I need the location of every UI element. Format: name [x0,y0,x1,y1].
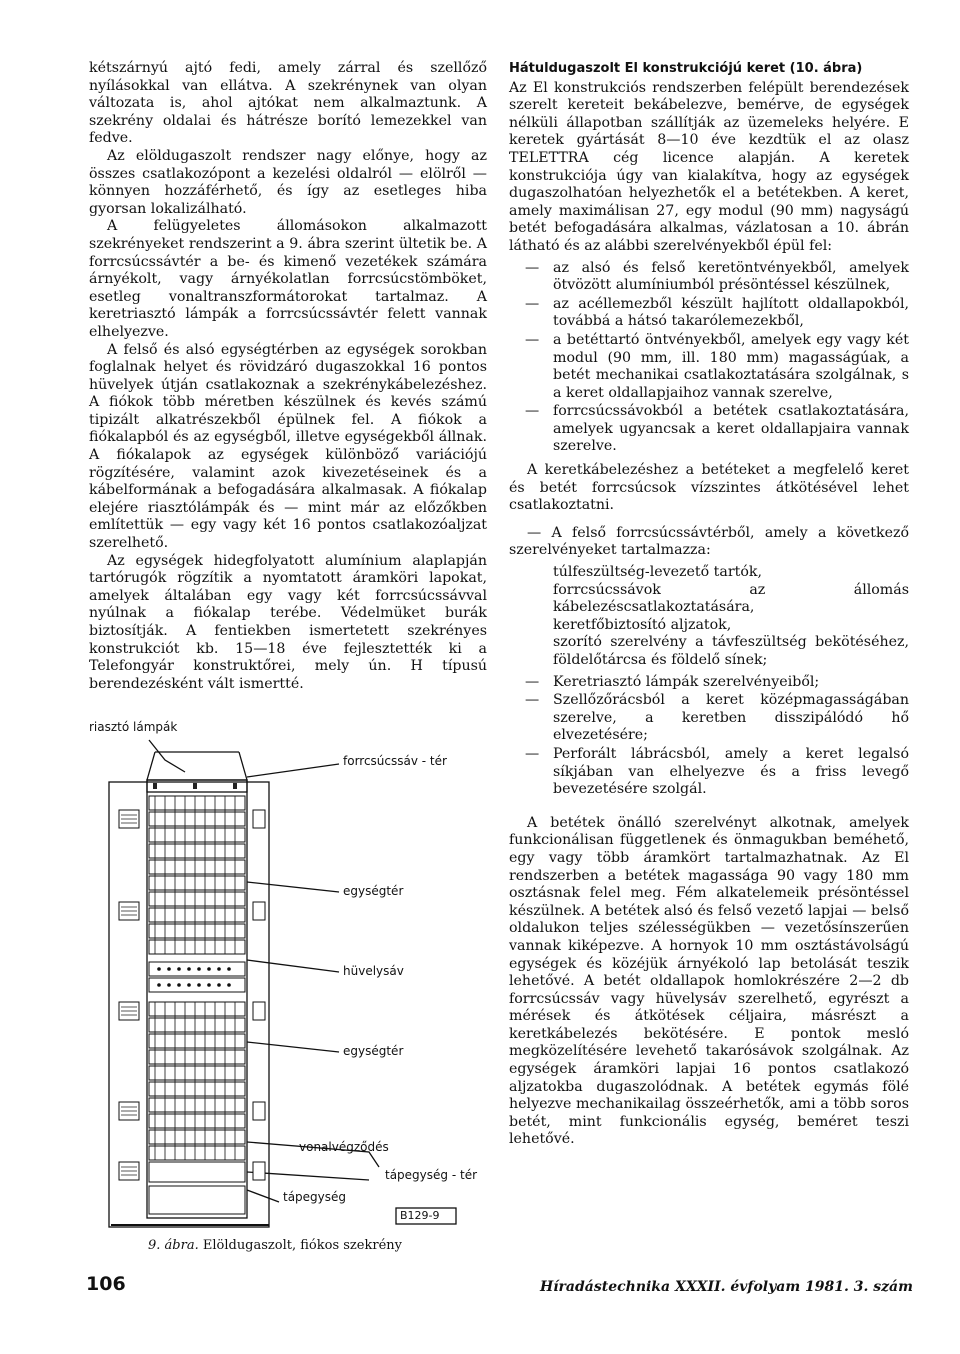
list-item: túlfeszültség-levezető tartók, [553,564,762,581]
label-lamps: riasztó lámpák [89,720,178,734]
list-item: szorító szerelvény a távfeszültség bekötéséhez, földelőtárcsa és földelő sínek; [553,634,909,668]
right-column [509,60,909,1149]
label-unit-space-upper: egységtér [343,884,404,898]
paragraph: Az egységek hidegfolyatott alumínium alaplapján tartórugók rögzítik a nyomtatott áramköri lapokat, amelyek általában egy vagy két forrcsúcssávval nyúlnak a fiókalap terébe. Védelmüket burák biztosítják. A fentiekben ismertetett szekrényes konstrukciót kb. 15—18 éve fejlesztették ki a Telefongyár konstruktőrei, mely ún. H típusú berendezésként vált ismertté. [89,552,487,692]
label-power-supply-space: tápegység - tér [385,1168,478,1182]
label-power-supply: tápegység [283,1190,347,1204]
label-unit-space-lower: egységtér [343,1044,404,1058]
paragraph: A keretkábelezéshez a betéteket a megfelelő keret és betét forrcsúcsok vízszintes átkötésével lehet csatlakoztatni. [509,462,909,514]
paragraph: A felső és alsó egységtérben az egységek sorokban foglalnak helyet és rövidzáró dugaszokkal 16 pontos hüvelyek útján csatlakoznak a szekrénykábelezéshez. A fiókok több méretben készülnek és kevés számú tipizált alkatrészekből épülnek fel. A fiókok a fiókalapból és az egységből, illetve egységekből állnak. A fiókalapok az egységek különböző variációjú rögzítésére, valamint azok kivezetéseinek és a kábelformának a befogadására alkalmasak. A fiókalap elejére riasztólámpák és — mint már az előzőkben említettük — egy vagy két 16 pontos csatlakozóaljzat szerelhető. [89,341,487,552]
section-heading: Hátuldugaszolt El konstrukciójú keret (10. ábra) [509,61,863,76]
list-item: forrcsúcssávok az állomás kábelezéscsatlakoztatására, [553,581,909,616]
label-solder-tag-strip-space: forrcsúcssáv - tér [343,754,447,768]
caption-number: 9. ábra. [148,1238,199,1253]
paragraph: Az elöldugaszolt rendszer nagy előnye, hogy az összes csatlakozópont a kezelési oldalról — elölről — könnyen hozzáférhető, és így az esetleges hiba gyorsan lokalizálható. [89,147,487,217]
list-item: — forrcsúcssávokból a betétek csatlakoztatására, amelyek ugyancsak a keret oldallapjaira vannak szerelve. [553,403,909,456]
page-number: 106 [86,1273,126,1295]
list-item: — az alsó és felső keretöntvényekből, amelyek ötvözött alumíniumból présöntéssel készülnek, [553,260,909,295]
paragraph: — A felső forrcsúcssávtérből, amely a következő szerelvényeket tartalmazza: [509,524,909,559]
paragraph: A betétek önálló szerelvényt alkotnak, amelyek funkcionálisan függetlenek és önmagukban beméhető, egy vagy több áramkört tartalmazhatnak. Az El rendszerben a betétek magassága 90 vagy 180 mm osztásnak felel meg. Fém alkatelemeik présöntéssel készülnek. A betétek alsó és felső vezető lapjai — belső oldalukon teljes szélességükben — vezetősínszerűen vannak kiképezve. A hornyok 10 mm osztástávolságú egységek és közéjük árnyékoló lap betolását teszik lehetővé. A betét oldallapok homlokrészére 2—2 db forrcsúcssáv vagy hüvelysáv szerelhető, egyrészt a mérések és átkötések céljaira, másrészt a keretkábelezés bekötésére. E pontok mesló megközelítésére levehető takarósávok szolgálnak. Az egységek áramköri lapjai 16 pontos csatlakozó aljzatokba dugaszolódnak. A betétek egymás fölé helyezve mechanikailag összeérhetők, ami a több soros betét, mint funkcionális egység, beméret teszi lehetővé. [509,814,909,1148]
label-socket-strip: hüvelysáv [343,964,404,978]
list-item: — Szellőzőrácsból a keret középmagasságában szerelve, a keretben disszipálódó hő elvezetésére; [553,692,909,745]
cabinet-drawing [89,712,487,1267]
paragraph: kétszárnyú ajtó fedi, amely zárral és szellőző nyílásokkal van ellátva. A szekrénynek van olyan változata is, ahol ajtókat nem alkalmaztunk. A szekrény oldalai és hátrésze borító lemezekkel van fedve. [89,60,487,147]
component-list [509,260,909,457]
caption-text: Elöldugaszolt, fiókos szekrény [202,1238,402,1253]
list-item: keretfőbiztosító aljzatok, [553,616,732,633]
paragraph: Az El konstrukciós rendszerben felépült berendezések szerelt kereteit bekábelezve, bemérve, de egységek nélküli állapotban szállítják az üzemeleks helyére. E keretek gyártását 8—10 éve kezdtük el az olasz TELETTRA cég licence alapján. A keretek konstrukciója úgy van kialakítva, hogy az egységek dugaszolhatóan helyezhetők el a betétekben. A keret, amely maximálisan 27, egy modul (90 mm) nagyságú betét befogadására alkalmas, vázlatosan a 10. ábrán látható és az alábbi szerelvényekből épül fel: [509,79,909,254]
left-column [89,60,487,693]
list-item: — Keretriasztó lámpák szerelvényeiből; [553,674,909,692]
list-item: — az acéllemezből készült hajlított oldallapokból, továbbá a hátsó takarólemezekből, [553,296,909,331]
figure-caption [148,1238,428,1253]
list-item: — Perforált lábrácsból, amely a keret legalsó síkjában van elhelyezve és a friss levegő bevezetésére szolgál. [553,746,909,799]
paragraph: A felügyeletes állomásokon alkalmazott szekrényeket rendszerint a 9. ábra szerint ültetik be. A forrcsúcssávtér a be- és kimenő vezetékek számára árnyékolt, vagy árnyékolatlan forrcsúcstömböket, esetleg vonaltranszformátorokat tartalmaz. A keretriasztó lámpák a forrcsúcssávtér felett vannak elhelyezve. [89,218,487,340]
sub-list [509,564,909,670]
component-list-2 [509,674,909,799]
label-line-termination: vonalvégződés [299,1140,389,1154]
figure-code: B129-9 [400,1209,440,1222]
figure-9-cabinet-diagram [89,712,487,1267]
journal-footer: Híradástechnika XXXII. évfolyam 1981. 3. szám [540,1279,913,1295]
list-item: — a betéttartó öntvényekből, amelyek egy vagy két modul (90 mm, ill. 180 mm) magasságúak, a betét mechanikai csatlakoztatására szolgálnak, s a keret oldallapjaihoz vannak szerelve, [553,332,909,402]
